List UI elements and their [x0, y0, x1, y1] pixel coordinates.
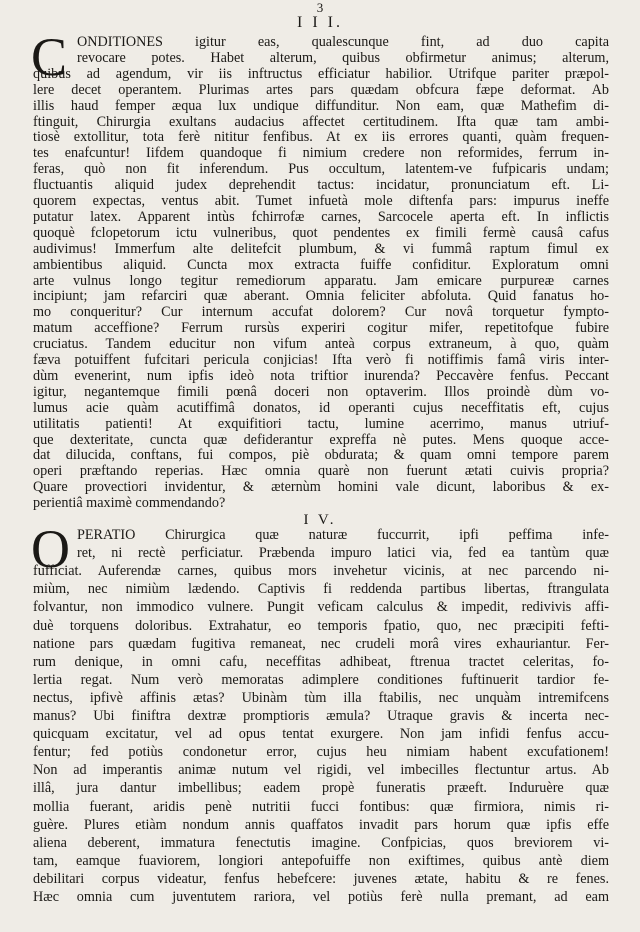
text-line: ftinguit, Chirurgia exultans audacius affectet certitudinem. Ifta quæ tam ambi-: [33, 113, 609, 130]
text-line: fæva potuiffent fufcitari pericula conjicias! Ifta verò fi notiffimis famâ viris inter-: [33, 352, 609, 368]
text-line: nectus, ipfivè affinis ætas? Ubinàm tùm illa ftabilis, nec unquàm intremifcens: [33, 689, 609, 706]
text-line: cruciatus. Tandem educitur non vifum anteà corpus extraneum, à quo, quàm: [33, 336, 609, 353]
section-heading-iv: I V.: [303, 512, 337, 528]
text-line: operi præftando reperias. Hæc omnia quarè non fuerunt ætati cuivis propria?: [33, 463, 609, 480]
drop-cap-c: C: [31, 27, 68, 87]
text-line: quicquam excitatur, vel ad opus tentat exurgere. Non jam infidi fenfus accu-: [33, 726, 609, 743]
text-line: ambientibus aliquid. Cuncta mox extracta fuiffe confiditur. Exploratum omni: [33, 256, 609, 273]
text-line: natione pars quædam fugitiva remaneat, nec crudeli morâ vires exhauriantur. Fer-: [33, 635, 609, 652]
text-line: putatur latex. Apparent intùs fchirrofæ carnes, Sarcocele aperta eft. In inflictis: [33, 208, 609, 225]
text-line: ret, ni rectè perficiatur. Præbenda impuro latici via, fed ea tantùm quæ: [77, 545, 609, 562]
text-line: quoquè fclopetorum ictu vulneribus, quot pendentes ex fimili fermè causâ cafus: [33, 224, 609, 241]
text-line: folvantur, non immodico vulnere. Pungit veficam calculus & impedit, redivivis affi-: [33, 599, 609, 616]
text-line: guère. Plures etiàm nondum annis quaffatos invadit pars horum quæ ipfis effe: [33, 816, 609, 833]
section-heading-iii: I I I.: [297, 14, 343, 31]
text-line: debilitari corpus videatur, fenfus hebefcere: juvenes ætate, habitu & re fenes.: [33, 870, 609, 887]
text-line: Quare provectiori invidentur, & æternùm homini vale dicunt, laboribus & ex-: [33, 479, 609, 496]
drop-cap-o: O: [31, 519, 70, 579]
text-line: illâ, jura dantur imbellibus; eadem propè funeratis præeft. Induruère quæ: [33, 780, 609, 797]
text-line: mo conqueritur? Cur internum accufat dolorem? Cur novâ torquetur fympto-: [33, 304, 609, 321]
text-line: duè torquens doloribus. Extrahatur, eo temporis fpatio, quo, nec præcipiti fefti-: [33, 617, 609, 634]
text-line: tiosè extollitur, tota ferè nititur fenfibus. At ex iis errores quanti, quàm frequen-: [33, 129, 609, 146]
text-line: feras, quò non fit inferendum. Pus occultum, latentem-ve fufpicaris undam;: [33, 161, 609, 178]
text-line: dùm evenerint, num ipfis ideò nota triftior inurenda? Peccavère fenfus. Peccant: [33, 367, 609, 384]
text-line: quorem expectas, ventus abit. Tumet infuetà mole diftenfa pars: impurus ineffe: [33, 193, 609, 209]
text-line: tam, eamque fuaviorem, longiori antepofuiffe non exiftimes, quibus antè diem: [33, 852, 609, 869]
text-line: miùm, nec nimiùm lædendo. Captivis fi reddenda partibus libertas, ftrangulata: [33, 581, 609, 598]
text-line: utilitatis patienti! At exquifitiori tactu, lumine acerrimo, manus utriuf-: [33, 415, 609, 432]
text-line: dat dilucida, conftans, fui compos, piè obdurata; & quam omni tempore parem: [33, 447, 609, 464]
text-line: audivimus! Immerfum alte delitefcit plumbum, & vi fummâ raptum fimul ex: [33, 240, 609, 257]
text-line: quibus ad agendum, vir iis inftructus efficiatur habilior. Utrifque pariter præpol-: [33, 65, 609, 82]
text-line: ONDITIONES igitur eas, qualescunque fint, ad duo capita: [77, 34, 609, 50]
text-line: Hæc omnia cum juventutem rariora, vel potiùs ferè nulla premant, ad eam: [33, 889, 609, 905]
text-line: igitur, negantemque fimili pœnâ doceri non optaverim. Illos proindè dùm vo-: [33, 383, 609, 400]
text-line: que dexteritate, cuncta quæ defiderantur expreffa nè putes. Mens quoque acce-: [33, 431, 609, 448]
text-line: aliena deberent, immatura fenectutis imagine. Confpicias, quos breviorem vi-: [33, 834, 609, 851]
text-line: lumus acie quàm acutiffimâ donatos, id operanti cujus neceffitatis eft, cujus: [33, 399, 609, 416]
page-number: 3: [316, 0, 324, 15]
text-line: arte vulnus longo tegitur remediorum apparatu. Jam emicare purpureæ carnes: [33, 272, 609, 289]
text-line: fluctuantis aliquid judex deprehendit tactus: incidatur, pronunciatum eft. Li-: [33, 177, 609, 194]
text-line: lertia regat. Num verò memoratas adimplere conditiones fuftinuerit tardior fe-: [33, 671, 609, 688]
text-line: tes enafcuntur! Iifdem quandoque fi nimium credere non reformides, ferrum in-: [33, 145, 609, 162]
text-line: fentur; fed potiùs condonetur error, cujus heu nimiam habent excufationem!: [33, 744, 609, 761]
text-line: fufficiat. Auferendæ carnes, quibus mors invehetur vicinis, at nec parcendo ni-: [33, 563, 609, 580]
text-line: mollia fuerant, aridis penè nutritii fucci fontibus: quæ firmiora, nimis ri-: [33, 798, 609, 815]
text-line: lere decet operantem. Plurimas artes pars quædam obfcura fæpe deformat. Ab: [33, 81, 609, 98]
text-line: incipiunt; jam refarciri quæ aberant. Omnia feliciter abfoluta. Quid fanatus ho-: [33, 288, 609, 305]
text-line: illis haud femper æqua lux undique diffunditur. Non eam, quæ Mathefim di-: [33, 97, 609, 114]
text-line: Non ad imperantis animæ nutum vel rigidi, vel imbecilles flectuntur artus. Ab: [33, 762, 609, 779]
text-line: manus? Ubi finiftra dextræ promptioris æmula? Utraque gravis & incerta nec-: [33, 708, 609, 724]
text-line: matum acceffione? Ferrum rursùs experiri cogitur mifer, repetitofque fubire: [33, 320, 609, 337]
text-line: revocare potes. Habet alterum, quibus obfirmetur animus; alterum,: [77, 49, 609, 66]
text-line: perientiâ maximè commendando?: [33, 495, 226, 512]
text-line: PERATIO Chirurgica quæ naturæ fuccurrit, ipfi peffima infe-: [77, 527, 609, 543]
text-line: rum denique, in omni cafu, neceffitas adhibeat, ftrenua tractet celeritas, fo-: [33, 653, 609, 670]
